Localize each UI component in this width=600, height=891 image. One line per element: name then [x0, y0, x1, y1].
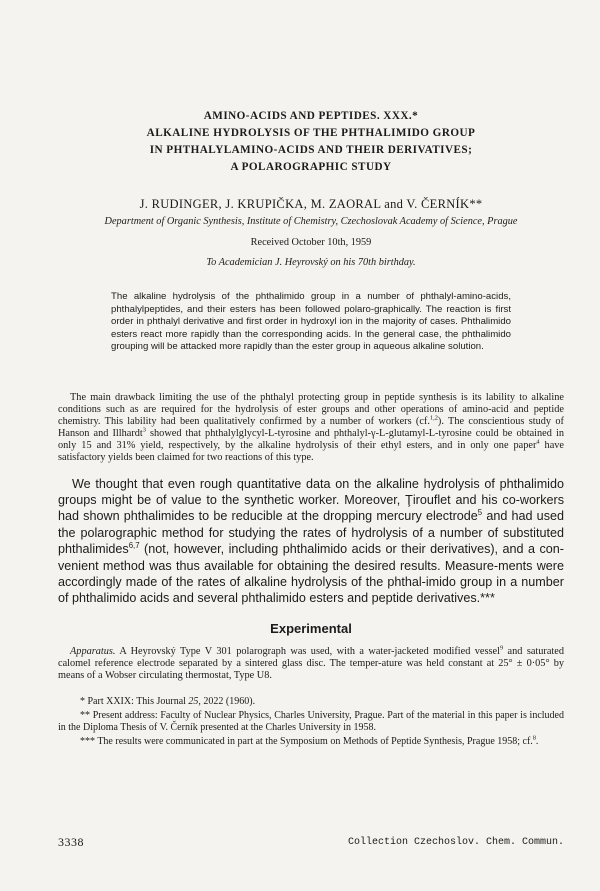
article-title — [58, 108, 564, 176]
paragraph-lead: Apparatus. — [70, 645, 116, 657]
reference-mark: 4 — [536, 438, 540, 446]
text-run: We thought that even rough quantitative data on the alkaline hydrolysis of phthalimido groups might be of value to the synthetic worker. Moreover, Ţirouflet and his co-workers had shown phthalimides to be reducible at the dropping mercury electrode — [58, 476, 564, 524]
page-number: 3338 — [58, 835, 84, 849]
footnote: ** Present address: Faculty of Nuclear Physics, Charles University, Prague. Part of the material in this paper is included in the Diploma Thesis of V. Černík presented at the Charles University in 1958. — [58, 710, 564, 734]
title-line: ALKALINE HYDROLYSIS OF THE PHTHALIMIDO GROUP — [146, 127, 476, 139]
title-line: IN PHTHALYLAMINO-ACIDS AND THEIR DERIVATIVES; — [149, 144, 473, 156]
footnotes — [58, 696, 564, 748]
text-run: and saturated calomel reference electrode separated by a sintered glass disc. The temper-ature was held constant at 25° ± 0·05° by means of a Wobser circulating thermostat, Type U8. — [58, 645, 565, 682]
text-run: showed that phthalylglycyl-L-tyrosine and phthalyl-γ-L-glutamyl-L-tyrosine could be obtained in only 15 and 31% yield, respectively, by the alkaline hydrolysis of their ethyl esters, and in only one paper — [58, 428, 564, 452]
journal-name: Collection Czechoslov. Chem. Commun. — [348, 837, 565, 848]
text-run: have satisfactory yields been claimed for two reactions of this type. — [58, 440, 564, 464]
text-run: , 2022 (1960). — [198, 696, 256, 708]
received-date: Received October 10th, 1959 — [250, 237, 372, 248]
volume-number: 25 — [188, 696, 199, 708]
text-run: and had used the polarographic method for studying the rates of hydrolysis of a number of substituted phthalimides — [58, 509, 564, 557]
footnote — [58, 736, 564, 748]
reference-mark: 3 — [142, 426, 146, 434]
footnote — [58, 696, 564, 708]
reference-mark: 9 — [499, 644, 504, 652]
section-heading: Experimental — [270, 620, 352, 636]
title-line: AMINO-ACIDS AND PEPTIDES. XXX.* — [203, 110, 419, 122]
text-run: ). The conscientious study of Hanson and Illhardt — [58, 416, 564, 440]
abstract: The alkaline hydrolysis of the phthalimido group in a number of phthalyl-amino-acids, phthalylpeptides, and their esters has been followed polaro-graphically. The reaction is first order in phthalyl derivative and first order in hydroxyl ion in the majority of cases. Phthalimido esters react more rapidly than the corresponding acids. In the general case, the phthalimido grouping will be attacked more rapidly than the ester group in aqueous alkaline solution. — [111, 291, 511, 353]
text-run: *** The results were communicated in part at the Symposium on Methods of Peptide Synthesis, Prague 1958; cf. — [80, 736, 533, 748]
text-run: A Heyrovský Type V 301 polarograph was used, with a water-jacketed modified vessel — [115, 645, 500, 657]
text-run: * Part XXIX: This Journal — [80, 696, 189, 708]
reference-mark: 6,7 — [128, 540, 140, 550]
title-line: A POLAROGRAPHIC STUDY — [230, 161, 392, 173]
text-run: . — [535, 736, 539, 748]
author-list: J. RUDINGER, J. KRUPIČKA, M. ZAORAL and V. ČERNÍK** — [139, 197, 483, 211]
body-paragraph — [58, 476, 564, 607]
affiliation: Department of Organic Synthesis, Institute of Chemistry, Czechoslovak Academy of Science, Prague — [104, 216, 518, 227]
reference-mark: 8 — [532, 735, 536, 743]
text-run: The main drawback limiting the use of the phthalyl protecting group in peptide synthesis is its lability to alkaline conditions such as are required for the hydrolysis of ester groups and other operations of amino-acid and peptide chemistry. This lability had been qualitatively confirmed by a number of workers (cf. — [58, 391, 564, 428]
reference-mark: 5 — [477, 508, 483, 518]
apparatus-paragraph — [58, 646, 564, 683]
reference-mark: 1,2 — [429, 414, 438, 422]
text-run: (not, however, including phthalimido acids or their derivatives), and a con-venient method was thus available for obtaining the desired results. Measure-ments were accordingly made of the rates of alkaline hydrolysis of the phthal-imido group in a number of phthalimido acids and several phthalimido esters and peptide derivatives.*** — [58, 542, 564, 606]
intro-paragraph — [58, 392, 564, 465]
article-body — [58, 108, 564, 750]
dedication: To Academician J. Heyrovský on his 70th birthday. — [206, 257, 416, 268]
